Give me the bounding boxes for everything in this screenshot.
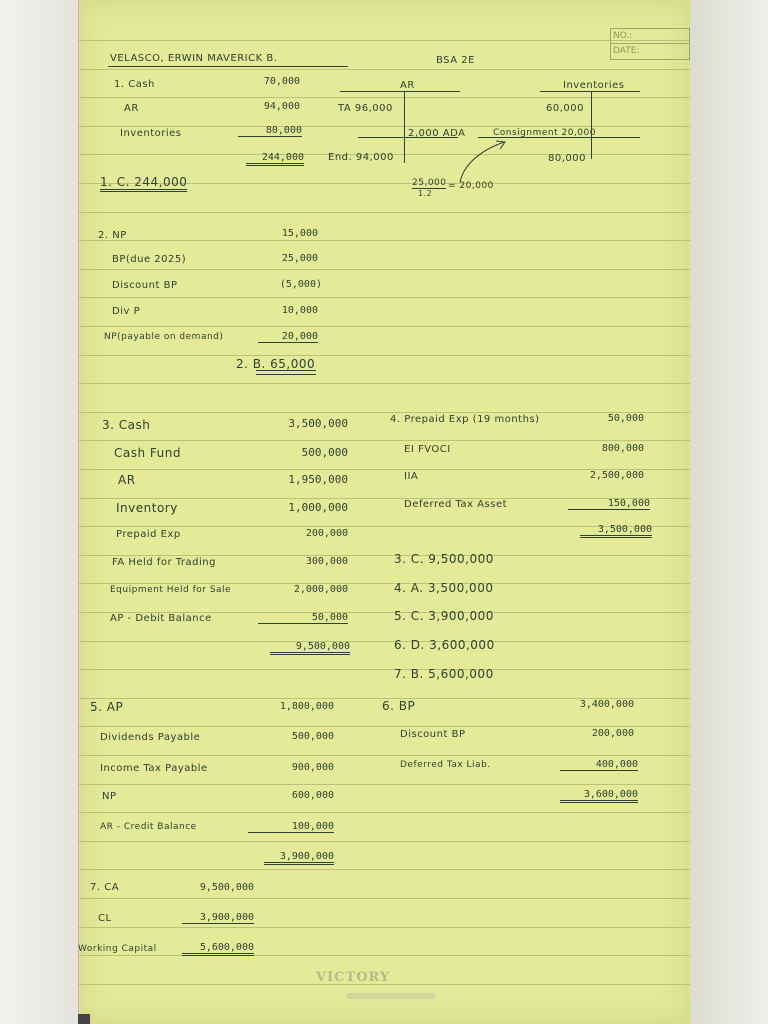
q1-ar-value: 94,000 (263, 101, 300, 112)
q6-bp-label: 6. BP (382, 699, 416, 713)
background-right (690, 0, 768, 1024)
ruled-line (78, 755, 690, 756)
q5-div-payable-label: Dividends Payable (100, 732, 201, 743)
q7-ca-value: 9,500,000 (199, 882, 254, 893)
name-underline (108, 66, 348, 67)
inv-taccount-consignment: Consignment 20,000 (493, 128, 596, 138)
answer-4: 4. A. 3,500,000 (394, 581, 494, 595)
q4-ei-value: 800,000 (601, 443, 644, 454)
ruled-line (78, 440, 690, 441)
q2-divp-value: 10,000 (281, 305, 318, 316)
brand-tagline-mark (346, 993, 436, 999)
inv-taccount-top (540, 91, 640, 92)
answer-7: 7. B. 5,600,000 (394, 667, 494, 681)
bottom-edge-shadow (78, 1014, 90, 1024)
q5-itp-value: 900,000 (291, 762, 334, 773)
q4-total: 3,500,000 (580, 524, 652, 538)
ruled-line (78, 126, 690, 127)
ruled-line (78, 555, 690, 556)
q1-cash-label: 1. Cash (114, 79, 155, 90)
q7-cl-label: CL (98, 913, 112, 924)
q7-wc-label: Working Capital (78, 944, 157, 954)
q3-equipment-value: 2,000,000 (293, 584, 348, 595)
ruled-line (78, 726, 690, 727)
consignment-calc-result: = 20,000 (448, 181, 494, 191)
q3-fa-label: FA Held for Trading (112, 557, 216, 568)
q2-np-demand-value: 20,000 (258, 331, 318, 343)
q1-total: 244,000 (246, 152, 304, 166)
q2-answer: 2. B. 65,000 (236, 357, 316, 371)
ruled-line (78, 869, 690, 870)
ruled-line (78, 212, 690, 213)
q4-iia-value: 2,500,000 (589, 470, 644, 481)
q4-prepaid-value: 50,000 (607, 413, 644, 424)
q5-itp-label: Income Tax Payable (100, 763, 208, 774)
ruled-line (78, 297, 690, 298)
ruled-line (78, 955, 690, 956)
q3-cash-value: 3,500,000 (288, 417, 348, 430)
q3-cash-label: 3. Cash (102, 418, 151, 432)
q1-cash-value: 70,000 (263, 76, 300, 87)
q5-ap-label: 5. AP (90, 700, 124, 714)
q2-np-demand-label: NP(payable on demand) (104, 332, 224, 342)
ruled-line (78, 641, 690, 642)
ar-taccount-top (340, 91, 460, 92)
q3-ap-debit-value: 50,000 (258, 612, 348, 624)
consignment-calc-denominator: 1.2 (418, 189, 433, 198)
consignment-calc-numerator: 25,000 (412, 178, 447, 188)
q3-prepaid-value: 200,000 (305, 528, 348, 539)
inv-taccount-title: Inventories (563, 80, 625, 91)
q6-bp-value: 3,400,000 (579, 699, 634, 710)
q5-ar-credit-label: AR - Credit Balance (100, 822, 197, 832)
ruled-line (78, 383, 690, 384)
q7-ca-label: 7. CA (90, 882, 120, 893)
q6-discount-label: Discount BP (400, 729, 466, 740)
q3-equipment-label: Equipment Held for Sale (110, 585, 232, 595)
q1-inventories-label: Inventories (120, 128, 182, 139)
ar-taccount-title: AR (400, 80, 415, 91)
q6-discount-value: 200,000 (591, 728, 634, 739)
q6-total: 3,600,000 (560, 789, 638, 803)
q7-cl-value: 3,900,000 (182, 912, 254, 924)
student-name: VELASCO, ERWIN MAVERICK B. (110, 53, 278, 64)
answer-6: 6. D. 3,600,000 (394, 638, 495, 652)
ruled-line (78, 927, 690, 928)
ar-taccount-end: End. 94,000 (328, 152, 394, 163)
q2-divp-label: Div P (112, 306, 141, 317)
q2-discount-value: (5,000) (279, 279, 322, 290)
q5-np-value: 600,000 (291, 790, 334, 801)
q2-np-label: 2. NP (98, 230, 127, 241)
q1-answer: 1. C. 244,000 (100, 175, 187, 192)
ruled-line (78, 583, 690, 584)
no-date-box (610, 28, 690, 60)
no-label: NO.: (613, 31, 633, 41)
q3-ar-value: 1,950,000 (288, 473, 348, 486)
q3-total: 9,500,000 (270, 641, 350, 655)
ar-taccount-divider (404, 91, 405, 163)
q2-bp-value: 25,000 (281, 253, 318, 264)
inv-taccount-left-entry: 60,000 (546, 103, 584, 114)
ruled-line (78, 784, 690, 785)
q3-ar-label: AR (118, 473, 136, 487)
q7-wc-value: 5,600,000 (182, 942, 254, 956)
ar-taccount-right-entry: 2,000 ADA (408, 128, 466, 139)
q1-ar-label: AR (124, 103, 139, 114)
ruled-line (78, 97, 690, 98)
ruled-line (78, 40, 690, 41)
ruled-line (78, 355, 690, 356)
inv-taccount-end: 80,000 (548, 153, 586, 164)
ruled-line (78, 240, 690, 241)
notebook-page (78, 0, 690, 1024)
q6-dtl-label: Deferred Tax Liab. (400, 760, 491, 770)
ruled-line (78, 841, 690, 842)
q5-total: 3,900,000 (264, 851, 334, 865)
q4-dta-value: 150,000 (568, 498, 650, 510)
ruled-line (78, 669, 690, 670)
background-left (0, 0, 80, 1024)
q4-ei-label: EI FVOCI (404, 444, 451, 455)
q5-ar-credit-value: 100,000 (248, 821, 334, 833)
q3-inventory-label: Inventory (116, 501, 178, 515)
ruled-line (78, 898, 690, 899)
arrow-icon (456, 138, 516, 184)
q2-answer-double-underline (256, 370, 316, 375)
q5-np-label: NP (102, 791, 117, 802)
date-label: DATE: (611, 43, 689, 58)
ruled-line (78, 812, 690, 813)
q4-dta-label: Deferred Tax Asset (404, 499, 508, 510)
q6-dtl-value: 400,000 (560, 759, 638, 771)
q1-inventories-value: 80,000 (238, 125, 302, 137)
q3-inventory-value: 1,000,000 (288, 501, 348, 514)
q3-cashfund-label: Cash Fund (114, 446, 181, 460)
ar-taccount-left-entry: TA 96,000 (338, 103, 393, 114)
ruled-line (78, 69, 690, 70)
q5-div-payable-value: 500,000 (291, 731, 334, 742)
inv-taccount-divider (591, 91, 592, 159)
ruled-line (78, 269, 690, 270)
answer-3: 3. C. 9,500,000 (394, 552, 494, 566)
q3-ap-debit-label: AP - Debit Balance (110, 613, 212, 624)
answer-5: 5. C. 3,900,000 (394, 609, 494, 623)
q2-bp-label: BP(due 2025) (112, 254, 187, 265)
q2-np-value: 15,000 (281, 228, 318, 239)
q2-discount-label: Discount BP (112, 280, 178, 291)
q3-prepaid-label: Prepaid Exp (116, 529, 181, 540)
q5-ap-value: 1,800,000 (279, 701, 334, 712)
q3-cashfund-value: 500,000 (301, 446, 348, 459)
q4-prepaid-label: 4. Prepaid Exp (19 months) (390, 414, 540, 425)
brand-logo: VICTORY (316, 970, 391, 985)
ruled-line (78, 326, 690, 327)
section-label: BSA 2E (436, 55, 475, 66)
q3-fa-value: 300,000 (305, 556, 348, 567)
q4-iia-label: IIA (404, 471, 419, 482)
